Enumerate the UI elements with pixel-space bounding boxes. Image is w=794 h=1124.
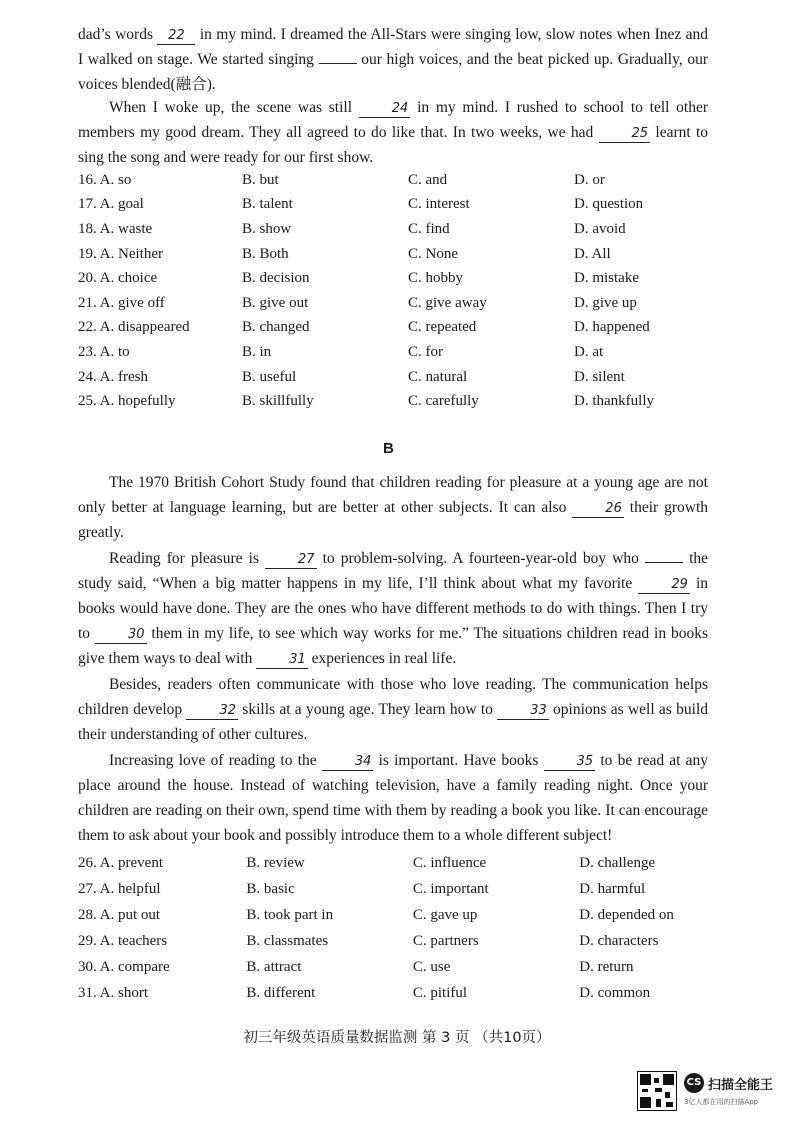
text: opinions as well as build their understanding of other cultures. <box>78 701 708 743</box>
option-a: 20. A. choice <box>78 270 158 287</box>
option-d: D. or <box>574 171 605 188</box>
blank-30: 30 <box>95 627 147 644</box>
blank-26: 26 <box>572 501 624 518</box>
option-row <box>78 316 718 341</box>
blank-29: 29 <box>638 577 690 594</box>
option-d: D. common <box>579 984 651 1001</box>
option-d: D. silent <box>574 368 625 385</box>
option-d: D. characters <box>579 932 659 949</box>
option-row <box>78 217 718 242</box>
option-c: C. use <box>412 958 451 975</box>
text: is important. Have books <box>378 752 539 769</box>
option-d: D. question <box>574 196 644 213</box>
option-a: 22. A. disappeared <box>78 319 190 336</box>
option-c: C. pitiful <box>412 984 468 1001</box>
option-b: B. different <box>246 984 316 1001</box>
option-b: B. Both <box>242 245 289 262</box>
option-b: B. but <box>242 171 279 188</box>
blank-22: 22 <box>157 28 195 45</box>
option-b: B. classmates <box>246 932 329 949</box>
scanner-badge <box>637 1071 787 1113</box>
option-c: C. interest <box>408 196 470 213</box>
option-c: C. repeated <box>408 319 477 336</box>
option-a: 26. A. prevent <box>78 854 163 871</box>
option-d: D. depended on <box>579 906 674 923</box>
option-row <box>78 980 718 1006</box>
option-b: B. skillfully <box>242 393 314 410</box>
option-b: B. changed <box>242 319 310 336</box>
option-row <box>78 928 718 954</box>
text: learnt to sing the song and were ready for our first show. <box>78 124 709 166</box>
text: the study said, “When a big matter happens in my life, I’ll think about what my favorite <box>78 550 709 592</box>
option-a: 29. A. teachers <box>78 932 168 949</box>
passage-b-paragraph-4 <box>78 748 708 848</box>
option-b: B. review <box>246 854 305 871</box>
text: to problem-solving. A fourteen-year-old boy who <box>322 550 639 567</box>
option-b: B. give out <box>242 294 309 311</box>
blank-24: 24 <box>359 101 411 118</box>
option-d: D. All <box>574 245 611 262</box>
option-a: 18. A. waste <box>78 220 153 237</box>
option-c: C. carefully <box>408 393 479 410</box>
option-a: 21. A. give off <box>78 294 165 311</box>
option-row <box>78 902 718 928</box>
option-a: 16. A. so <box>78 171 132 188</box>
camscanner-logo-icon: CS <box>684 1073 704 1093</box>
option-a: 27. A. helpful <box>78 880 161 897</box>
option-b: B. in <box>242 343 272 360</box>
option-a: 30. A. compare <box>78 958 170 975</box>
option-row <box>78 168 718 193</box>
options-a-table <box>78 168 718 414</box>
option-b: B. attract <box>246 958 302 975</box>
blank-25: 25 <box>599 126 651 143</box>
scanner-tagline: 3亿人都在用的扫描App <box>684 1098 759 1106</box>
option-b: B. took part in <box>246 906 334 923</box>
option-d: D. give up <box>574 294 637 311</box>
text: Reading for pleasure is <box>109 550 259 567</box>
qr-code-icon <box>637 1071 677 1111</box>
option-row <box>78 389 718 414</box>
blank-28 <box>645 562 683 563</box>
option-b: B. decision <box>242 270 310 287</box>
option-c: C. partners <box>412 932 479 949</box>
text: to be read at any place around the house. Instead of watching television, have a family reading night. Once your children are reading on their own, spend time with them by reading a book you like. It can encourage them to ask about your book and possibly introduce them to a whole different subject! <box>78 752 709 844</box>
blank-34: 34 <box>322 754 374 771</box>
option-d: D. at <box>574 343 604 360</box>
text: in my mind. I dreamed the All-Stars were singing low, slow notes when Inez and I walked on stage. We started singing <box>78 26 709 68</box>
option-row <box>78 266 718 291</box>
option-d: D. thankfully <box>574 393 654 410</box>
option-a: 24. A. fresh <box>78 368 148 385</box>
option-b: B. useful <box>242 368 297 385</box>
text: experiences in real life. <box>311 650 457 667</box>
option-row <box>78 365 718 390</box>
option-a: 31. A. short <box>78 984 149 1001</box>
option-d: D. happened <box>574 319 650 336</box>
option-row <box>78 242 718 267</box>
text: in books would have done. They are the ones who have different methods to do with things. Then I try to <box>78 575 709 642</box>
option-row <box>78 850 718 876</box>
text: in my mind. I rushed to school to tell other members my good dream. They all agreed to do like that. In two weeks, we had <box>78 99 709 141</box>
option-b: B. talent <box>242 196 293 213</box>
passage-a-paragraph-2 <box>78 95 708 170</box>
text: them in my life, to see which way works for me.” The situations children read in books give them ways to deal with <box>78 625 708 667</box>
option-d: D. mistake <box>574 270 639 287</box>
option-c: C. give away <box>408 294 487 311</box>
option-d: D. return <box>579 958 634 975</box>
option-a: 28. A. put out <box>78 906 161 923</box>
option-a: 25. A. hopefully <box>78 393 176 410</box>
option-row <box>78 340 718 365</box>
option-b: B. basic <box>246 880 295 897</box>
scanner-app-name: 扫描全能王 <box>708 1078 774 1093</box>
option-c: C. natural <box>408 368 468 385</box>
option-c: C. important <box>412 880 489 897</box>
text: Increasing love of reading to the <box>109 752 317 769</box>
passage-b-paragraph-1 <box>78 470 708 545</box>
blank-31: 31 <box>256 652 308 669</box>
option-d: D. harmful <box>579 880 646 897</box>
option-row <box>78 291 718 316</box>
passage-b-paragraph-2 <box>78 546 708 671</box>
option-a: 17. A. goal <box>78 196 144 213</box>
option-c: C. find <box>408 220 450 237</box>
text: their growth greatly. <box>78 499 708 541</box>
option-a: 19. A. Neither <box>78 245 163 262</box>
option-d: D. challenge <box>579 854 656 871</box>
blank-32: 32 <box>186 703 238 720</box>
page-footer: 初三年级英语质量数据监测 第 3 页 （共10页） <box>243 1030 551 1046</box>
option-a: 23. A. to <box>78 343 130 360</box>
text: The 1970 British Cohort Study found that children reading for pleasure at a young age are not only better at language learning, but are better at other subjects. It can also <box>78 474 708 516</box>
option-b: B. show <box>242 220 292 237</box>
option-c: C. None <box>408 245 458 262</box>
option-c: C. and <box>408 171 448 188</box>
option-c: C. for <box>408 343 443 360</box>
option-c: C. hobby <box>408 270 464 287</box>
passage-a-paragraph-1 <box>78 22 708 97</box>
option-c: C. influence <box>412 854 487 871</box>
text: our high voices, and the beat picked up. Gradually, our voices blended(融合). <box>78 51 708 93</box>
option-c: C. gave up <box>412 906 478 923</box>
text: When I woke up, the scene was still <box>109 99 353 116</box>
blank-23 <box>319 63 357 64</box>
blank-33: 33 <box>497 703 549 720</box>
blank-35: 35 <box>544 754 596 771</box>
option-row <box>78 954 718 980</box>
option-row <box>78 876 718 902</box>
option-d: D. avoid <box>574 220 626 237</box>
option-row <box>78 193 718 218</box>
text: skills at a young age. They learn how to <box>242 701 493 718</box>
passage-b-paragraph-3 <box>78 672 708 747</box>
blank-27: 27 <box>265 552 317 569</box>
text: dad’s words <box>78 26 154 43</box>
options-b-table <box>78 850 718 1006</box>
text: Besides, readers often communicate with those who love reading. The communication helps children develop <box>78 676 708 718</box>
section-b-heading: B <box>383 440 394 457</box>
